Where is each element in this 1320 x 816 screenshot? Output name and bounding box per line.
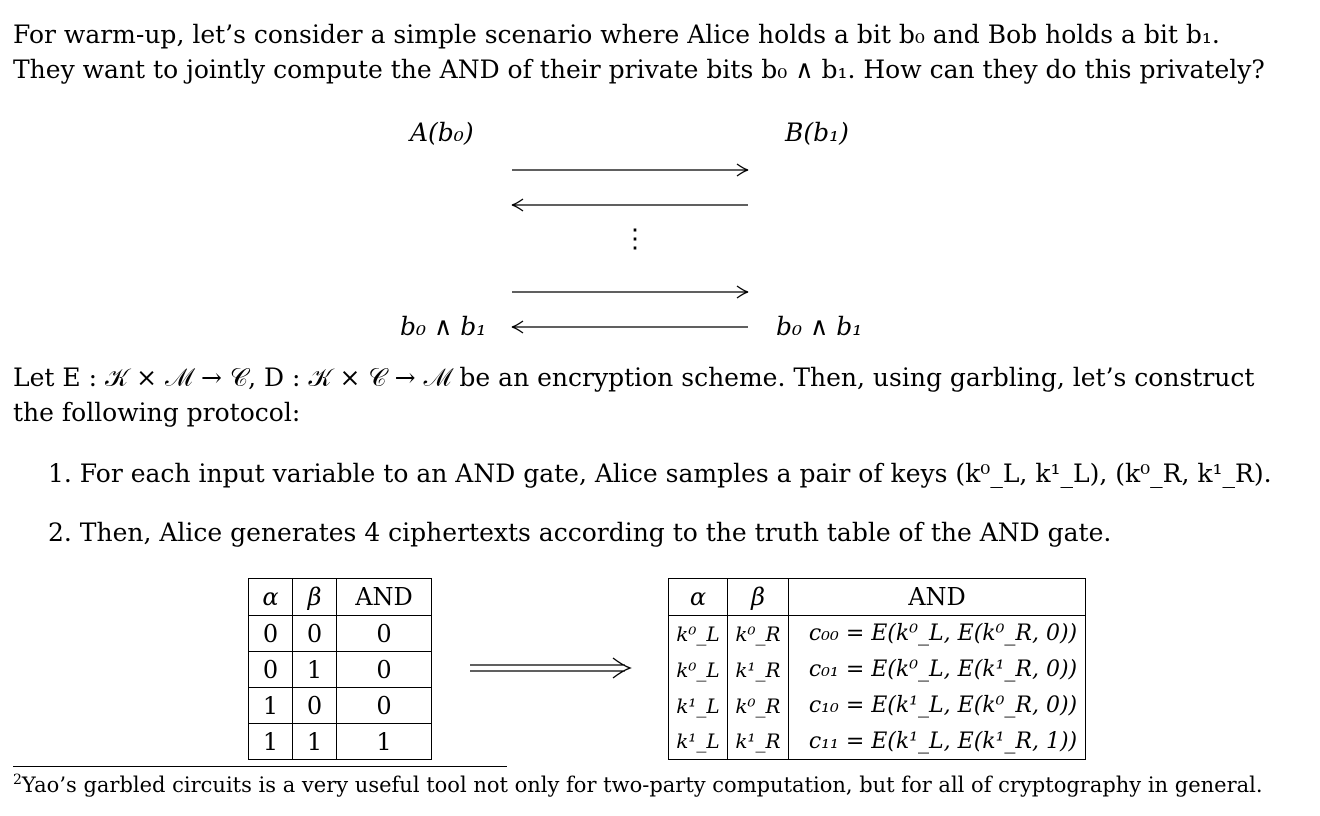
table-cell: 0 (293, 616, 337, 652)
header-and: AND (337, 579, 432, 616)
message-arrow-left-2 (512, 321, 748, 333)
vdots: ⋮ (622, 224, 648, 254)
key-cell: k⁰_L (669, 616, 728, 652)
header-alpha: α (249, 579, 293, 616)
table-cell: 0 (337, 688, 432, 724)
table-cell: 0 (249, 616, 293, 652)
table-cell: 1 (249, 724, 293, 760)
bob-label: B(b₁) (785, 118, 849, 147)
footnote-rule (13, 766, 507, 767)
bob-output: b₀ ∧ b₁ (776, 312, 863, 341)
key-cell: k⁰_R (728, 688, 789, 724)
header-and: AND (789, 579, 1086, 616)
table-cell: 1 (293, 724, 337, 760)
key-cell: k⁰_R (728, 616, 789, 652)
header-alpha: α (669, 579, 728, 616)
alice-label: A(b₀) (410, 118, 474, 147)
ciphertext-cell: c₀₁ = E(k⁰_L, E(k¹_R, 0)) (789, 652, 1086, 688)
step-1: 1. For each input variable to an AND gate, Alice samples a pair of keys (k⁰_L, k¹_L), (k⁰_R, k¹_R). (48, 459, 1272, 488)
message-arrow-left-1 (512, 199, 748, 211)
footnote-mark: 2 (13, 772, 22, 788)
scheme-line-1: Let E : 𝒦 × ℳ → 𝒞, D : 𝒦 × 𝒞 → ℳ be an encryption scheme. Then, using garbling, let’s construct (13, 363, 1255, 392)
message-arrow-right-1 (512, 164, 748, 176)
table-cell: 0 (337, 616, 432, 652)
ciphertext-cell: c₀₀ = E(k⁰_L, E(k⁰_R, 0)) (789, 616, 1086, 652)
message-arrow-right-2 (512, 286, 748, 298)
header-beta: β (728, 579, 789, 616)
table-cell: 0 (293, 688, 337, 724)
scheme-line-2: the following protocol: (13, 398, 301, 427)
step-2: 2. Then, Alice generates 4 ciphertexts according to the truth table of the AND gate. (48, 518, 1112, 547)
key-cell: k⁰_L (669, 652, 728, 688)
intro-line-1: For warm-up, let’s consider a simple scenario where Alice holds a bit b₀ and Bob holds a bit b₁. (13, 20, 1220, 49)
ciphertext-cell: c₁₁ = E(k¹_L, E(k¹_R, 1)) (789, 724, 1086, 760)
table-cell: 1 (293, 652, 337, 688)
implies-arrow (470, 658, 630, 678)
table-cell: 1 (249, 688, 293, 724)
key-cell: k¹_L (669, 724, 728, 760)
key-cell: k¹_R (728, 652, 789, 688)
table-cell: 0 (249, 652, 293, 688)
table-cell: 0 (337, 652, 432, 688)
header-beta: β (293, 579, 337, 616)
table-cell: 1 (337, 724, 432, 760)
intro-line-2: They want to jointly compute the AND of their private bits b₀ ∧ b₁. How can they do this privately? (13, 55, 1265, 84)
and-truth-table (248, 578, 432, 760)
alice-output: b₀ ∧ b₁ (400, 312, 487, 341)
ciphertext-cell: c₁₀ = E(k¹_L, E(k⁰_R, 0)) (789, 688, 1086, 724)
garbled-table (668, 578, 1086, 760)
footnote (13, 770, 1263, 800)
footnote-text: Yao’s garbled circuits is a very useful tool not only for two-party computation, but for all of cryptography in general. (21, 773, 1263, 797)
key-cell: k¹_R (728, 724, 789, 760)
key-cell: k¹_L (669, 688, 728, 724)
